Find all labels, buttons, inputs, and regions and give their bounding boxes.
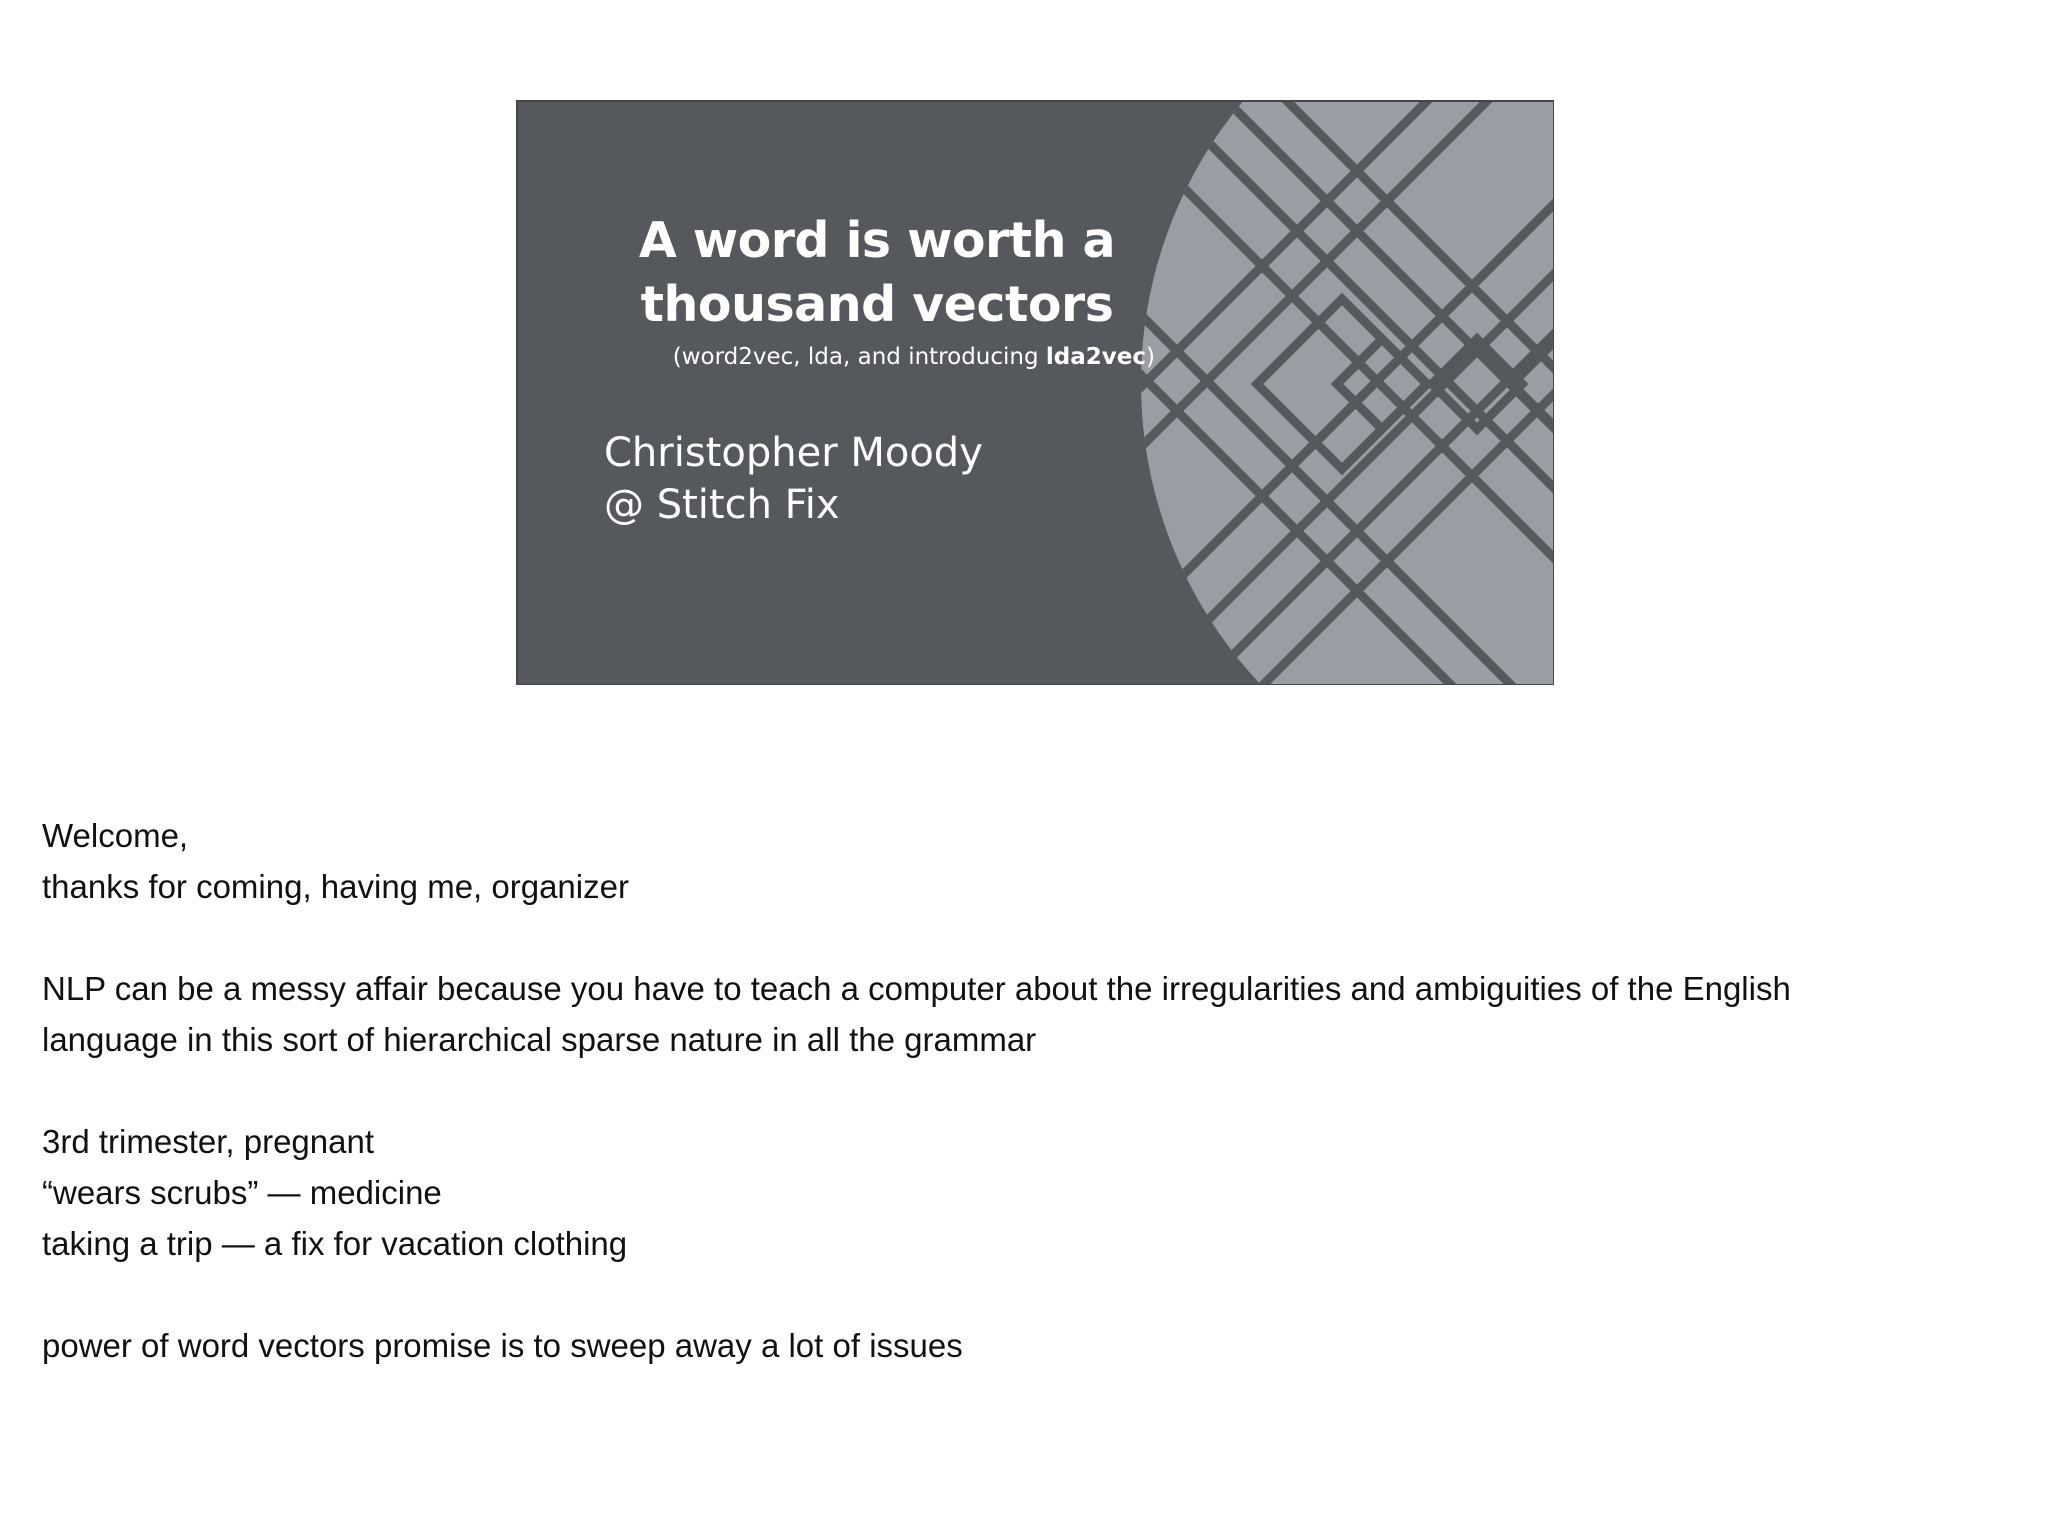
- slide-title-line-2: thousand vectors: [640, 276, 1114, 333]
- notes-line: language in this sort of hierarchical sparse nature in all the grammar: [42, 1021, 1037, 1058]
- notes-spacer: [42, 1065, 2032, 1116]
- author-name: Christopher Moody: [604, 430, 983, 476]
- notes-line: 3rd trimester, pregnant: [42, 1123, 374, 1160]
- stitch-fix-lattice-logo-icon: [517, 101, 1554, 685]
- slide-subtitle-bold: lda2vec: [1045, 344, 1147, 370]
- notes-line: “wears scrubs” — medicine: [42, 1174, 442, 1211]
- slide-thumbnail: [516, 100, 1554, 685]
- slide-subtitle-suffix: ): [1146, 344, 1155, 370]
- notes-line: power of word vectors promise is to sweep away a lot of issues: [42, 1327, 963, 1364]
- slide-subtitle: [597, 342, 1155, 372]
- notes-spacer: [42, 912, 2032, 963]
- author-affiliation: @ Stitch Fix: [604, 482, 840, 528]
- notes-line: taking a trip — a fix for vacation clothing: [42, 1225, 628, 1262]
- presenter-notes: [42, 810, 2032, 1371]
- slide-author: [604, 427, 983, 531]
- notes-line: NLP can be a messy affair because you have to teach a computer about the irregularities and ambiguities of the English: [42, 970, 1791, 1007]
- slide-title-line-1: A word is worth a: [638, 212, 1116, 269]
- slide-title: [597, 209, 1157, 337]
- notes-spacer: [42, 1269, 2032, 1320]
- slide-subtitle-prefix: (word2vec, lda, and introducing: [672, 344, 1046, 370]
- notes-line: thanks for coming, having me, organizer: [42, 868, 629, 905]
- notes-line: Welcome,: [42, 817, 189, 854]
